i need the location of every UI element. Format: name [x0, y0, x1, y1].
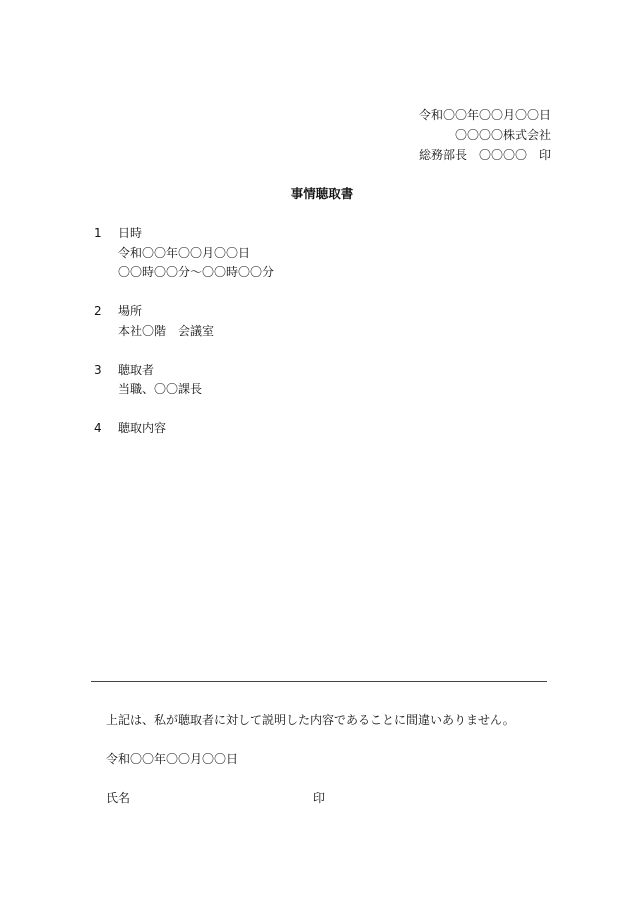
header-date: 令和〇〇年〇〇月〇〇日 — [418, 108, 551, 122]
name-label: 氏名 — [106, 791, 131, 805]
document-title: 事情聴取書 — [290, 186, 354, 201]
confirmation-statement: 上記は、私が聴取者に対して説明した内容であることに間違いありません。 — [106, 713, 515, 727]
section-2-number: 2 — [94, 304, 102, 318]
section-4-number: 4 — [94, 421, 102, 435]
section-3-number: 3 — [94, 363, 102, 377]
signature-divider — [91, 681, 547, 682]
section-1-line-1: 令和〇〇年〇〇月〇〇日 — [118, 246, 251, 260]
section-1-number: 1 — [94, 226, 102, 240]
section-4-heading: 聴取内容 — [118, 421, 167, 435]
signature-date: 令和〇〇年〇〇月〇〇日 — [106, 752, 239, 766]
seal-mark: 印 — [313, 791, 326, 805]
header-department: 総務部長 〇〇〇〇 印 — [418, 148, 551, 162]
section-2-line-1: 本社〇階 会議室 — [118, 324, 215, 338]
section-1-line-2: 〇〇時〇〇分～〇〇時〇〇分 — [118, 265, 275, 279]
section-1-heading: 日時 — [118, 226, 143, 240]
header-company: 〇〇〇〇株式会社 — [454, 128, 551, 142]
section-2-heading: 場所 — [118, 304, 143, 318]
section-3-heading: 聴取者 — [118, 363, 155, 377]
section-3-line-1: 当職、〇〇課長 — [118, 382, 203, 396]
